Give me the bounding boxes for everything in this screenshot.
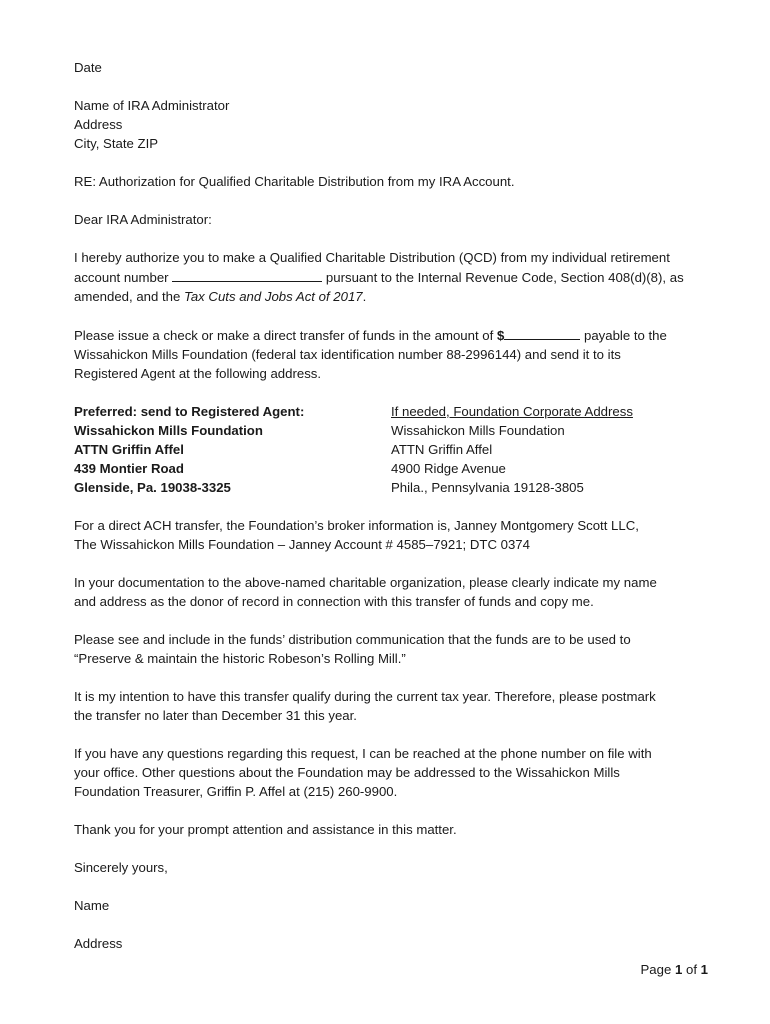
preferred-address-attn: ATTN Griffin Affel xyxy=(74,442,184,457)
date-text: Date xyxy=(74,60,102,75)
letter-body xyxy=(74,58,724,972)
corporate-address-city: Phila., Pennsylvania 19128-3805 xyxy=(391,480,584,495)
transfer-line-1 xyxy=(74,325,724,345)
transfer-line-1-pre: Please issue a check or make a direct transfer of funds in the amount of xyxy=(74,328,494,343)
closing xyxy=(74,858,724,877)
transfer-line-3: Registered Agent at the following address. xyxy=(74,366,322,381)
subject-text: RE: Authorization for Qualified Charitable Distribution from my IRA Account. xyxy=(74,174,515,189)
ach-paragraph xyxy=(74,516,724,554)
questions-line-1: If you have any questions regarding this request, I can be reached at the phone number on file with xyxy=(74,746,652,761)
questions-line-3: Foundation Treasurer, Griffin P. Affel at (215) 260-9900. xyxy=(74,784,398,799)
documentation-line-1: In your documentation to the above-named charitable organization, please clearly indicate my name xyxy=(74,575,657,590)
transfer-line-1-post: payable to the xyxy=(583,328,667,343)
authorization-line-3 xyxy=(74,287,724,306)
authorization-line-3-post: . xyxy=(362,289,367,304)
recipient-name: Name of IRA Administrator xyxy=(74,98,230,113)
page-current: 1 xyxy=(674,962,683,977)
ach-line-1: For a direct ACH transfer, the Foundation’s broker information is, Janney Montgomery Scott LLC, xyxy=(74,518,639,533)
of-label: of xyxy=(685,962,697,977)
account-number-blank xyxy=(172,267,322,282)
preferred-address-heading: Preferred: send to Registered Agent: xyxy=(74,404,305,419)
page-number xyxy=(640,960,708,979)
signature-name-text: Name xyxy=(74,898,110,913)
authorization-line-2-rest: pursuant to the Internal Revenue Code, Section 408(d)(8), as xyxy=(325,270,684,285)
authorization-paragraph xyxy=(74,248,724,306)
corporate-address xyxy=(391,402,721,497)
page-total: 1 xyxy=(700,962,708,977)
transfer-paragraph xyxy=(74,325,724,383)
corporate-address-attn: ATTN Griffin Affel xyxy=(391,442,493,457)
recipient-city: City, State ZIP xyxy=(74,136,159,151)
purpose-line-1: Please see and include in the funds’ distribution communication that the funds are to be used to xyxy=(74,632,631,647)
closing-text: Sincerely yours, xyxy=(74,860,168,875)
page-label: Page xyxy=(640,962,672,977)
signature-address-text: Address xyxy=(74,936,123,951)
timing-line-1: It is my intention to have this transfer qualify during the current tax year. Therefore, please postmark xyxy=(74,689,656,704)
preferred-address xyxy=(74,402,391,497)
timing-paragraph xyxy=(74,687,724,725)
preferred-address-city: Glenside, Pa. 19038-3325 xyxy=(74,480,231,495)
authorization-line-3-pre: amended, and the xyxy=(74,289,181,304)
documentation-paragraph xyxy=(74,573,724,611)
transfer-line-2: Wissahickon Mills Foundation (federal tax identification number 88-2996144) and send it to its xyxy=(74,347,621,362)
purpose-paragraph xyxy=(74,630,724,668)
signature-address xyxy=(74,934,724,953)
authorization-line-1: I hereby authorize you to make a Qualified Charitable Distribution (QCD) from my individual retirement xyxy=(74,250,670,265)
timing-line-2: the transfer no later than December 31 this year. xyxy=(74,708,357,723)
date-line xyxy=(74,58,724,77)
corporate-address-street: 4900 Ridge Avenue xyxy=(391,461,506,476)
purpose-line-2: “Preserve & maintain the historic Robeson’s Rolling Mill.” xyxy=(74,651,406,666)
recipient-address: Address xyxy=(74,117,123,132)
questions-paragraph xyxy=(74,744,724,801)
documentation-line-2: and address as the donor of record in connection with this transfer of funds and copy me. xyxy=(74,594,594,609)
ach-line-2: The Wissahickon Mills Foundation – Janney Account # 4585–7921; DTC 0374 xyxy=(74,537,530,552)
address-columns xyxy=(74,402,724,497)
account-number-label: account number xyxy=(74,270,169,285)
corporate-address-heading: If needed, Foundation Corporate Address xyxy=(391,404,633,419)
corporate-address-org: Wissahickon Mills Foundation xyxy=(391,423,565,438)
act-name: Tax Cuts and Jobs Act of 2017 xyxy=(184,289,363,304)
preferred-address-street: 439 Montier Road xyxy=(74,461,184,476)
signature-name xyxy=(74,896,724,915)
amount-blank xyxy=(504,325,580,340)
thanks-text: Thank you for your prompt attention and assistance in this matter. xyxy=(74,822,457,837)
recipient-block xyxy=(74,96,724,153)
salutation xyxy=(74,210,724,229)
authorization-line-2 xyxy=(74,267,724,287)
preferred-address-org: Wissahickon Mills Foundation xyxy=(74,423,263,438)
salutation-text: Dear IRA Administrator: xyxy=(74,212,212,227)
currency-symbol: $ xyxy=(496,328,505,343)
questions-line-2: your office. Other questions about the Foundation may be addressed to the Wissahickon Mills xyxy=(74,765,620,780)
thanks-paragraph xyxy=(74,820,724,839)
subject-line xyxy=(74,172,724,191)
